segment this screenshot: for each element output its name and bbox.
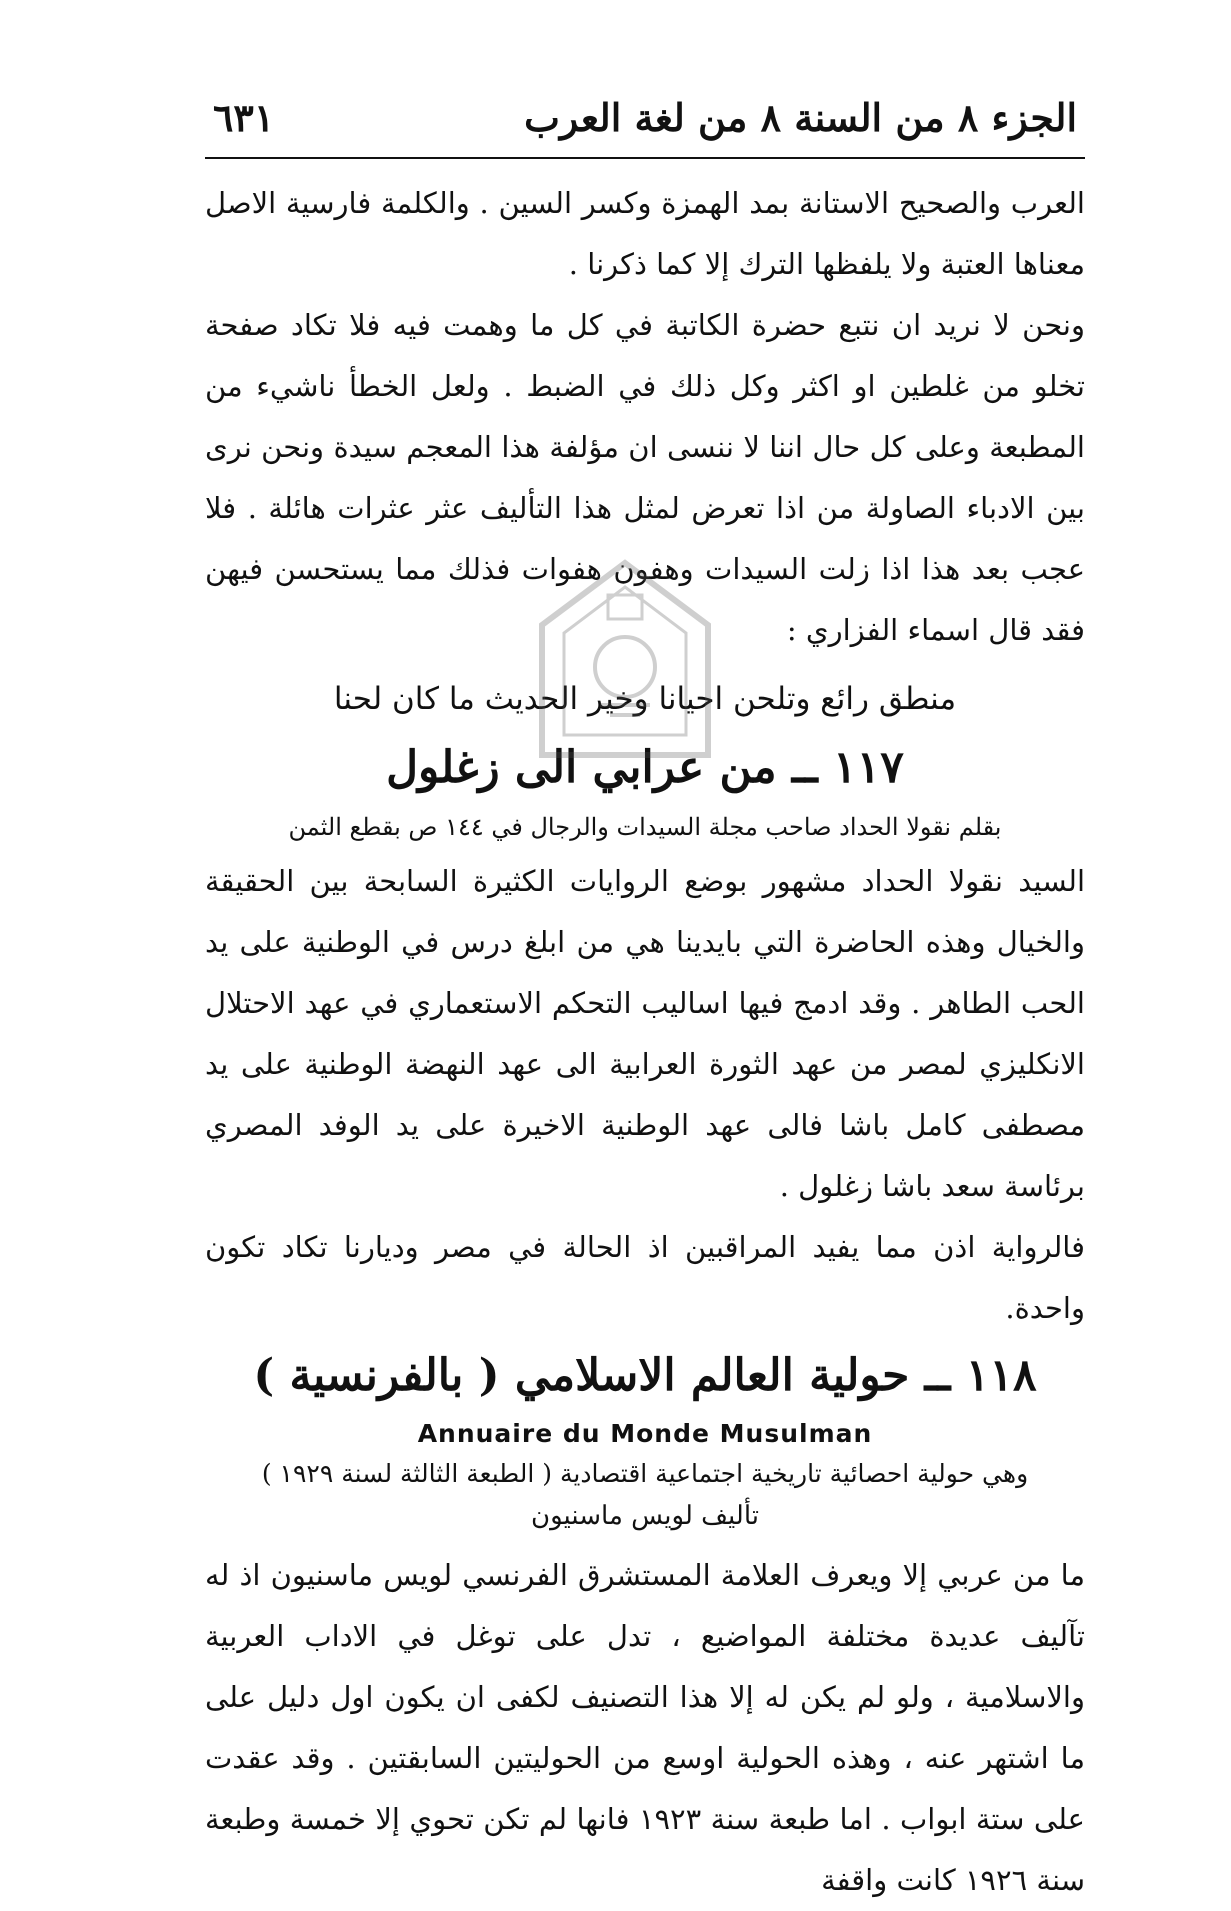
header-rule [205,157,1085,159]
section-118-paragraph-1: ما من عربي إلا ويعرف العلامة المستشرق الفرنسي لويس ماسنيون اذ له تآليف عديدة مختلفة المواضيع ، تدل على توغل في الاداب العربية والاسلامية ، ولو لم يكن له إلا هذا التصنيف لكفى ان يكون اول دليل على ما اشتهر عنه ، وهذه الحولية اوسع من الحوليتين السابقتين . وقد عقدت على ستة ابواب . اما طبعة سنة ١٩٢٣ فانها لم تكن تحوي إلا خمسة وطبعة سنة ١٩٢٦ كانت واقفة [205,1557,1085,1897]
section-117-title: ١١٧ ــ من عرابي الى زغلول [386,741,904,793]
section-117-paragraph-1: السيد نقولا الحداد مشهور بوضع الروايات الكثيرة السابحة بين الحقيقة والخيال وهذه الحاضرة التي بايدينا هي من ابلغ درس في الوطنية على يد الحب الطاهر . وقد ادمج فيها اساليب التحكم الاستعماري في عهد الاحتلال الانكليزي لمصر من عهد الثورة العرابية الى عهد النهضة الوطنية على يد مصطفى كامل باشا فالى عهد الوطنية الاخيرة على يد الوفد المصري برئاسة سعد باشا زغلول . [205,863,1085,1203]
page-number: ٦٣١ [213,95,275,140]
section-118-author: تأليف لويس ماسنيون [531,1500,759,1531]
document-page [205,95,1085,1911]
page-header [205,95,1085,149]
section-118-latin-title: Annuaire du Monde Musulman [417,1418,873,1448]
section-117-byline: بقلم نقولا الحداد صاحب مجلة السيدات والرجال في ١٤٤ ص بقطع الثمن [288,812,1002,841]
section-118-title: ١١٨ ــ حولية العالم الاسلامي ( بالفرنسية ) [253,1349,1037,1401]
poem-verse: منطق رائع وتلحن احيانا وخير الحديث ما كان لحنا [333,680,957,717]
section-117-paragraph-2: فالرواية اذن مما يفيد المراقبين اذ الحالة في مصر وديارنا تكاد تكون واحدة. [205,1229,1085,1325]
intro-paragraph-1: العرب والصحيح الاستانة بمد الهمزة وكسر السين . والكلمة فارسية الاصل معناها العتبة ولا يلفظها الترك إلا كما ذكرنا . [205,185,1085,281]
running-title: الجزء ٨ من السنة ٨ من لغة العرب [524,95,1077,140]
section-118-subtitle: وهي حولية احصائية تاريخية اجتماعية اقتصادية ( الطبعة الثالثة لسنة ١٩٢٩ ) [261,1458,1029,1488]
intro-paragraph-2: ونحن لا نريد ان نتبع حضرة الكاتبة في كل ما وهمت فيه فلا تكاد صفحة تخلو من غلطين او اكثر وكل ذلك في الضبط . ولعل الخطأ ناشيء من المطبعة وعلى كل حال اننا لا ننسى ان مؤلفة هذا المعجم سيدة ونحن نرى بين الادباء الصاولة من اذا تعرض لمثل هذا التأليف عثر عثرات هائلة . فلا عجب بعد هذا اذا زلت السيدات وهفون هفوات فذلك مما يستحسن فيهن فقد قال اسماء الفزاري : [205,307,1085,647]
